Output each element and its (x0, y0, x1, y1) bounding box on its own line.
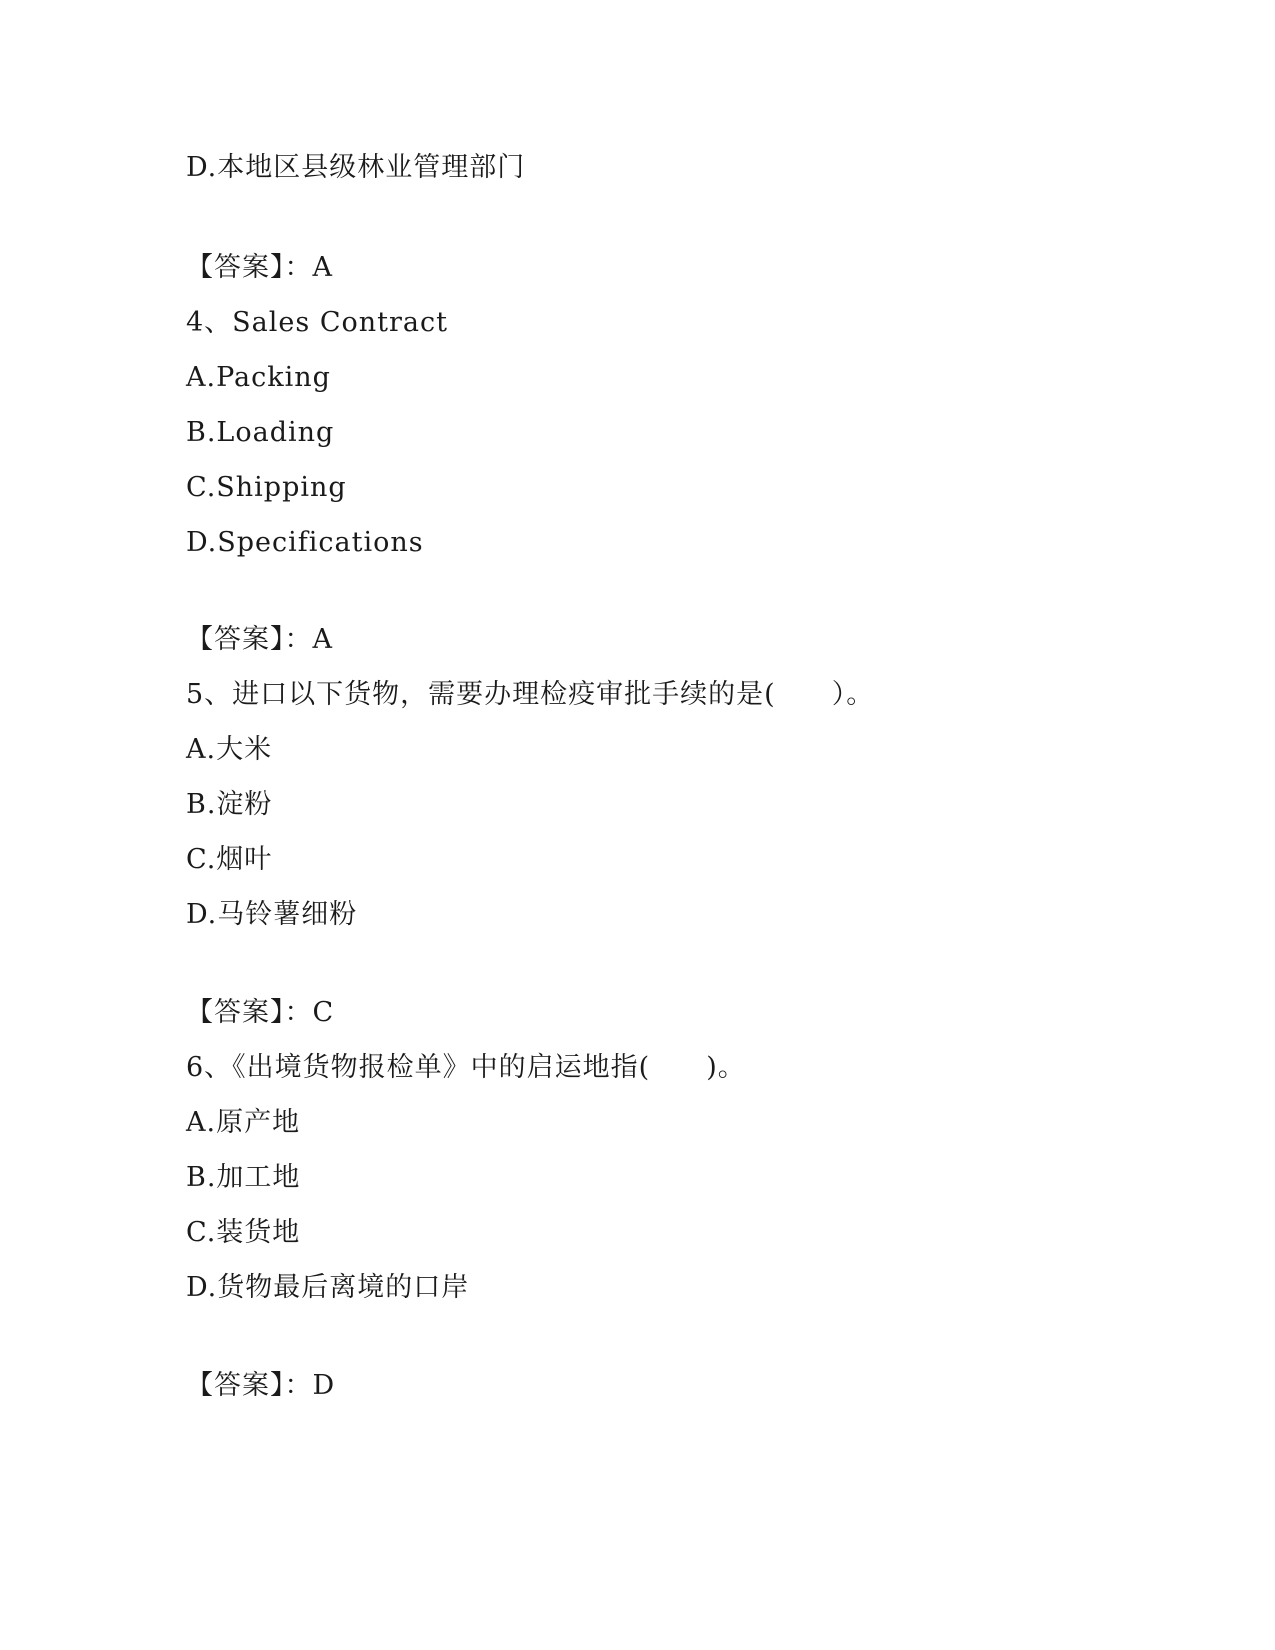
option-d: D.货物最后离境的口岸 (186, 1272, 470, 1303)
question-stem: 5、进口以下货物，需要办理检疫审批手续的是( ）。 (186, 679, 875, 710)
option-d: D.马铃薯细粉 (186, 899, 358, 930)
option-d: D.Specifications (186, 527, 424, 558)
answer-line: 【答案】：C (186, 997, 335, 1028)
question-stem: 4、Sales Contract (186, 307, 448, 338)
option-b: B.淀粉 (186, 789, 273, 820)
option-c: C.烟叶 (186, 844, 273, 875)
answer-line: 【答案】：A (186, 624, 333, 655)
answer-line: 【答案】：A (186, 252, 333, 283)
option-a: A.原产地 (186, 1107, 301, 1138)
option-c: C.Shipping (186, 472, 347, 503)
question-stem: 6、《出境货物报检单》中的启运地指( )。 (186, 1052, 746, 1083)
option-d: D.本地区县级林业管理部门 (186, 152, 526, 183)
option-b: B.Loading (186, 417, 335, 448)
option-a: A.大米 (186, 734, 273, 765)
option-c: C.装货地 (186, 1217, 301, 1248)
option-b: B.加工地 (186, 1162, 301, 1193)
answer-line: 【答案】：D (186, 1370, 336, 1401)
option-a: A.Packing (186, 362, 331, 393)
